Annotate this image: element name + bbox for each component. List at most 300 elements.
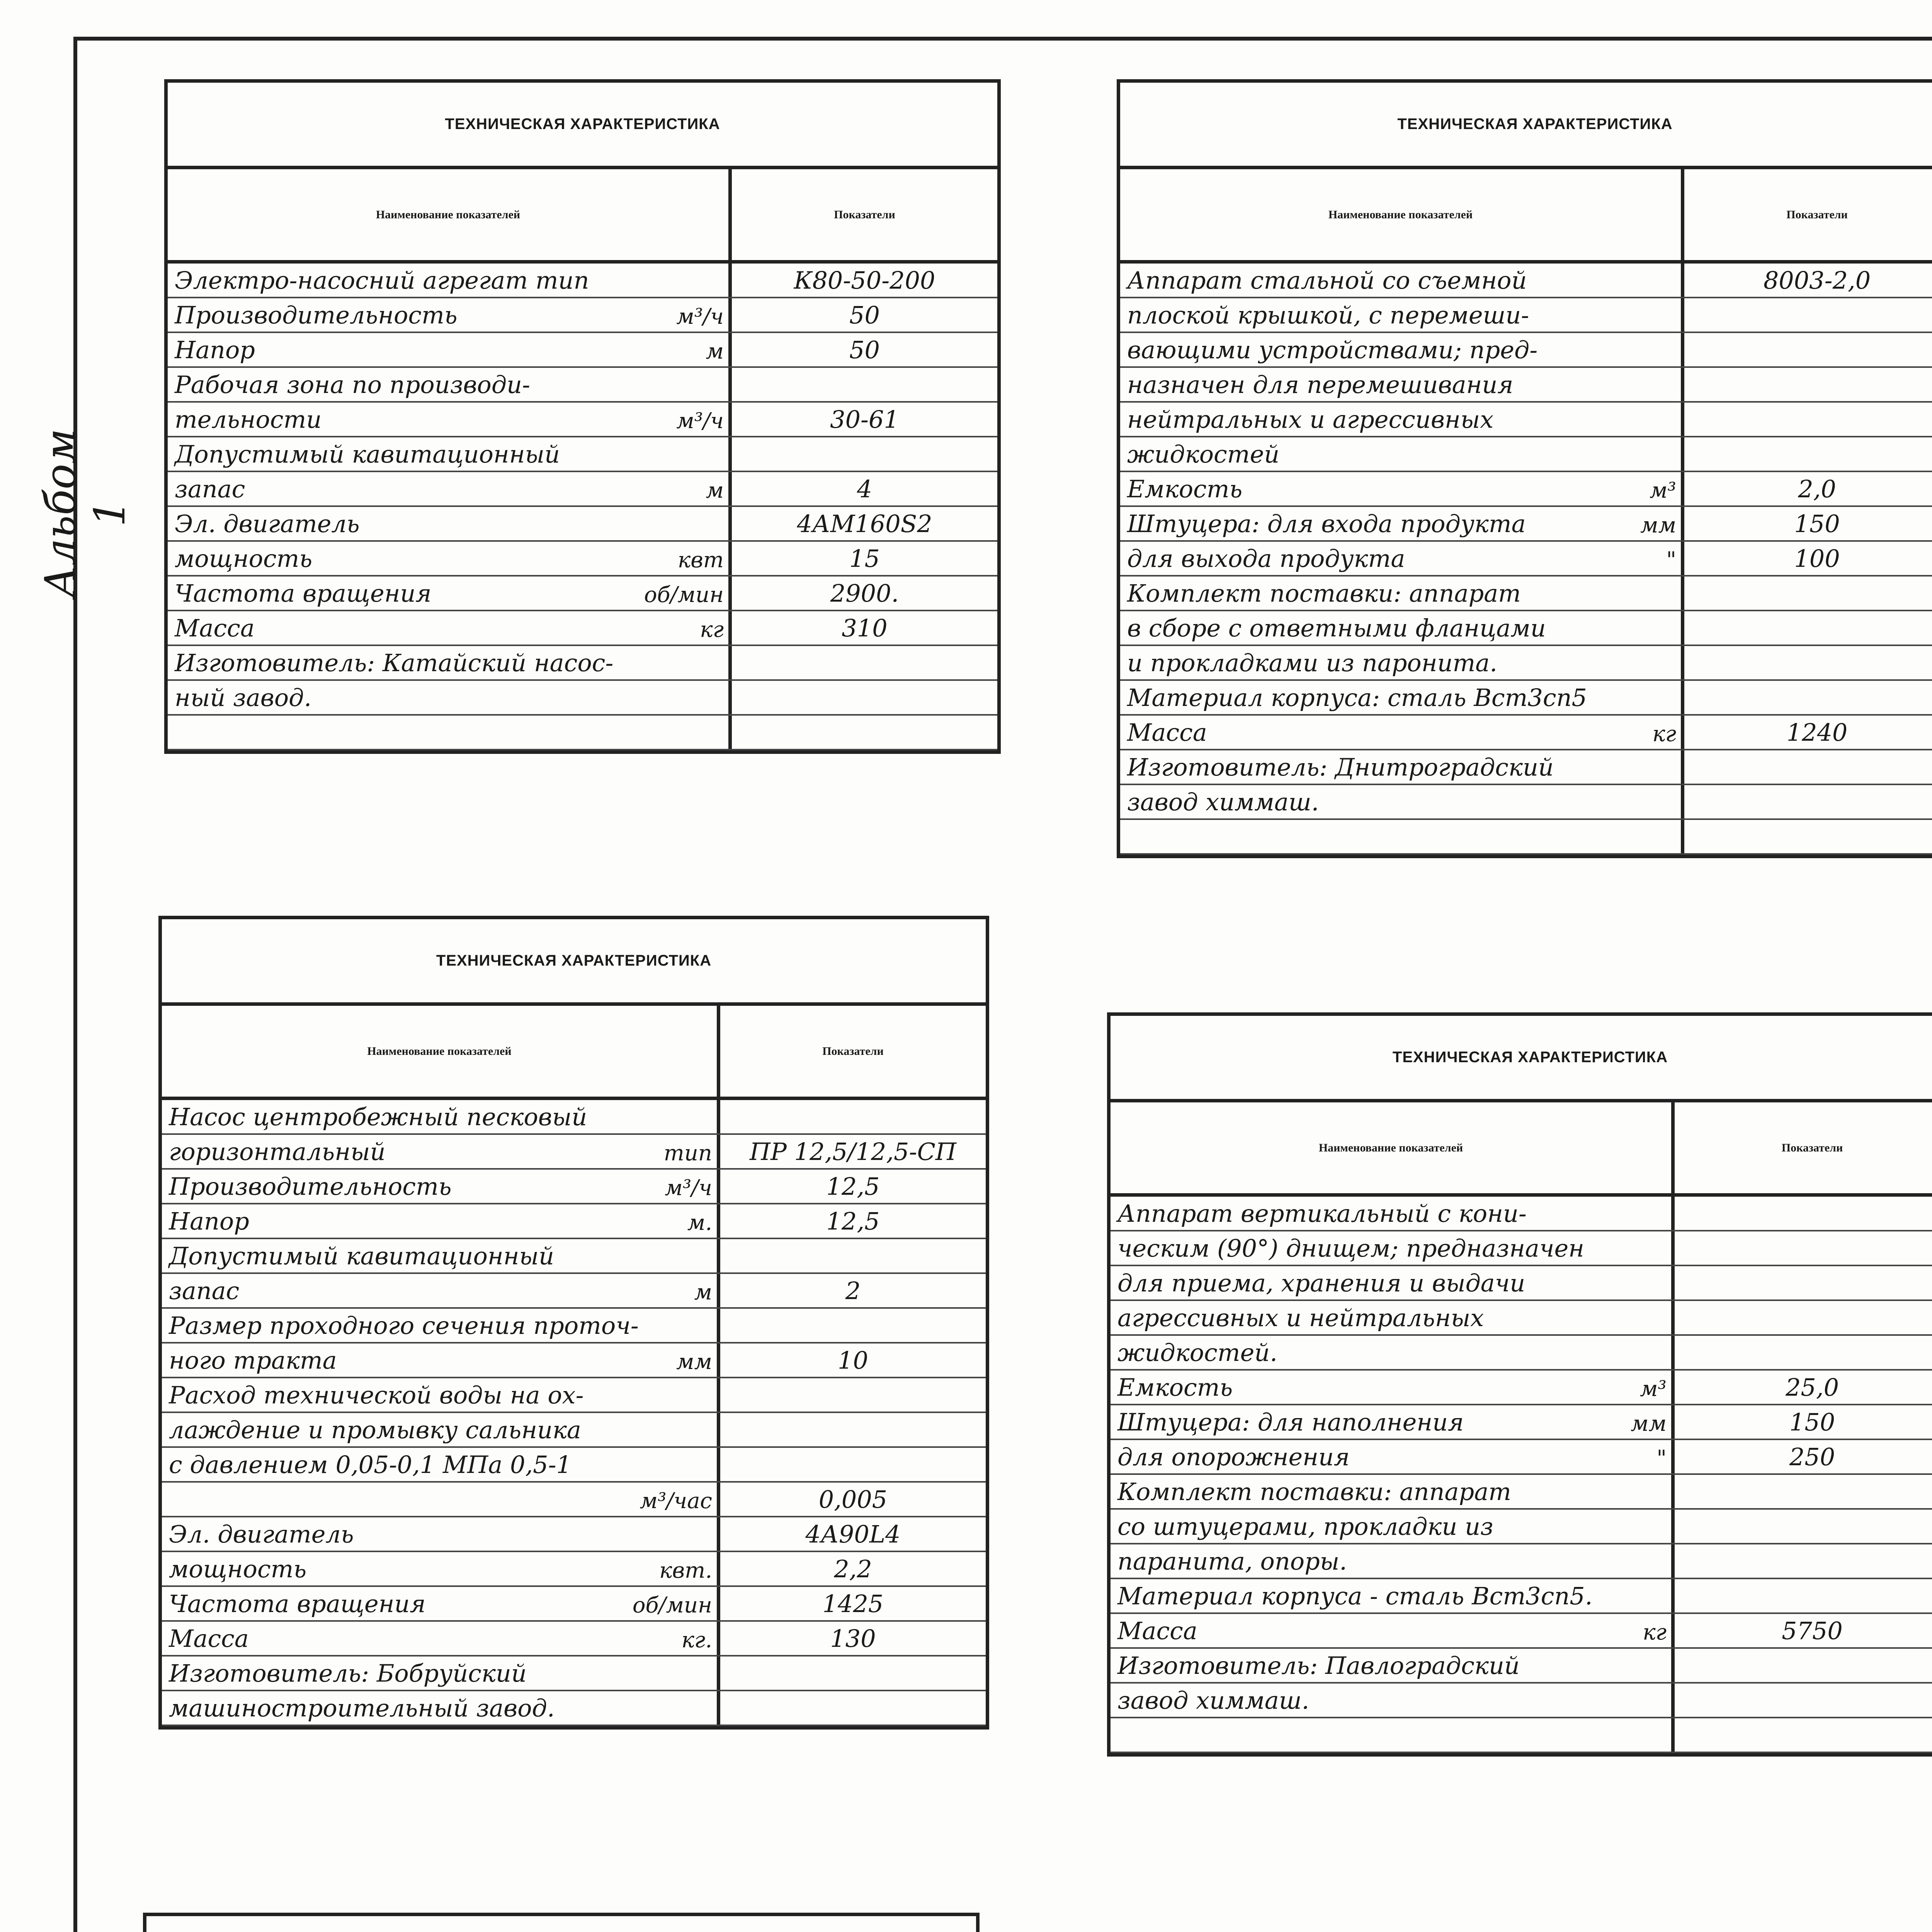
table-row <box>1120 507 1932 542</box>
row-name: машиностроительный завод. <box>169 1694 555 1722</box>
row-name-cell <box>1120 646 1684 679</box>
table-row <box>1120 368 1932 403</box>
table-row <box>168 542 997 577</box>
row-value: 12,5 <box>826 1172 880 1201</box>
row-value: 50 <box>849 336 880 364</box>
row-name-cell <box>168 264 732 297</box>
row-name-cell <box>1120 577 1684 610</box>
row-unit: м <box>706 478 724 503</box>
table-row <box>168 403 997 437</box>
table-row <box>162 1344 986 1378</box>
row-name-cell <box>1111 1336 1675 1369</box>
row-name: Аппарат вертикальный с кони- <box>1117 1199 1527 1228</box>
row-name-cell <box>1111 1544 1675 1578</box>
row-name: Эл. двигатель <box>169 1520 354 1548</box>
row-unit: м. <box>687 1210 712 1235</box>
table-row <box>168 646 997 681</box>
column-header-value: Показатели <box>1781 1141 1843 1154</box>
row-value: 0,005 <box>818 1485 888 1514</box>
row-name-cell <box>1111 1405 1675 1439</box>
row-name-cell <box>168 333 732 366</box>
row-unit: кг <box>1652 721 1676 747</box>
row-unit: кг <box>700 617 724 642</box>
row-unit: м³/ч <box>665 1175 712 1201</box>
table-row <box>1120 472 1932 507</box>
row-name: паранита, опоры. <box>1117 1547 1347 1575</box>
row-value <box>1675 1475 1932 1508</box>
row-value: 130 <box>830 1624 876 1653</box>
table-row <box>162 1274 986 1309</box>
row-name-cell <box>162 1135 720 1168</box>
row-name-cell <box>162 1239 720 1272</box>
row-unit: м <box>694 1280 712 1305</box>
table-row <box>162 1691 986 1726</box>
row-name: горизонтальный <box>169 1138 386 1166</box>
row-value <box>720 1239 986 1272</box>
row-unit: " <box>1666 548 1676 573</box>
row-unit: м³ <box>1650 478 1676 503</box>
row-value: 1240 <box>1786 718 1848 747</box>
table-row <box>162 1448 986 1483</box>
row-name-cell <box>168 681 732 714</box>
table-row <box>162 1517 986 1552</box>
row-name: со штуцерами, прокладки из <box>1117 1512 1493 1541</box>
row-name-cell <box>1111 1231 1675 1265</box>
row-unit: м³/час <box>639 1488 712 1514</box>
row-name: Частота вращения <box>169 1590 426 1618</box>
row-name-cell <box>1120 611 1684 645</box>
table-row <box>1111 1510 1932 1544</box>
row-unit: кг. <box>681 1628 712 1653</box>
row-unit: мм <box>676 1349 712 1374</box>
row-name-cell <box>162 1483 720 1516</box>
row-name: завод химмаш. <box>1117 1686 1310 1714</box>
row-unit: м³ <box>1640 1376 1667 1401</box>
row-name-cell <box>1111 1579 1675 1612</box>
table-header <box>1111 1102 1932 1197</box>
row-name-cell <box>168 437 732 471</box>
row-name: Емкость <box>1127 475 1243 503</box>
row-name-cell <box>1120 681 1684 714</box>
row-value <box>1684 298 1932 332</box>
row-value <box>1675 1579 1932 1612</box>
table-title: ТЕХНИЧЕСКАЯ ХАРАКТЕРИСТИКА <box>162 919 986 1006</box>
column-header-name: Наименование показателей <box>162 1006 720 1097</box>
row-value: 4 <box>857 475 872 503</box>
row-name: мощность <box>169 1555 307 1583</box>
row-name-cell <box>1111 1475 1675 1508</box>
row-value <box>720 1100 986 1133</box>
row-unit: мм <box>1631 1411 1667 1436</box>
row-name: Масса <box>175 614 255 642</box>
row-value <box>1684 437 1932 471</box>
table-row <box>168 577 997 611</box>
table-row <box>162 1204 986 1239</box>
row-name: Рабочая зона по производи- <box>175 371 531 399</box>
row-name-cell <box>162 1344 720 1377</box>
row-name-cell <box>1120 298 1684 332</box>
table-row <box>168 472 997 507</box>
table-row <box>1120 577 1932 611</box>
row-name: назначен для перемешивания <box>1127 371 1514 399</box>
row-name-cell <box>1120 542 1684 575</box>
row-name: Размер проходного сечения проточ- <box>169 1311 639 1340</box>
row-name: для приема, хранения и выдачи <box>1117 1269 1526 1297</box>
table-row <box>1120 437 1932 472</box>
spec-table-1 <box>164 79 1001 754</box>
row-name-cell <box>168 298 732 332</box>
row-name-cell <box>168 646 732 679</box>
row-value <box>1684 368 1932 401</box>
table-row <box>1111 1718 1932 1753</box>
table-row <box>1111 1371 1932 1405</box>
table-row <box>162 1135 986 1170</box>
table-row <box>1120 646 1932 681</box>
row-value <box>720 1691 986 1725</box>
table-row <box>1111 1614 1932 1649</box>
row-value: 100 <box>1794 544 1840 573</box>
row-name-cell <box>1111 1371 1675 1404</box>
table-row <box>1111 1301 1932 1336</box>
row-value <box>732 368 997 401</box>
row-name-cell <box>162 1309 720 1342</box>
row-name-cell <box>168 368 732 401</box>
row-unit: об/мин <box>644 582 724 607</box>
row-value: 250 <box>1789 1443 1835 1471</box>
table-row <box>1111 1231 1932 1266</box>
row-name-cell <box>1111 1301 1675 1334</box>
table-header <box>168 169 997 264</box>
row-value: 50 <box>849 301 880 329</box>
row-value <box>732 646 997 679</box>
table-row <box>168 298 997 333</box>
row-name-cell <box>1120 472 1684 505</box>
row-name-cell <box>1120 785 1684 818</box>
row-name: Штуцера: для наполнения <box>1117 1408 1464 1436</box>
table-header <box>162 1006 986 1100</box>
table-row <box>162 1587 986 1622</box>
row-name: вающими устройствами; пред- <box>1127 336 1538 364</box>
row-name-cell <box>1111 1649 1675 1682</box>
row-name: Насос центробежный песковый <box>169 1103 587 1131</box>
row-name-cell <box>1120 437 1684 471</box>
row-name: ного тракта <box>169 1346 337 1374</box>
row-unit: м <box>706 339 724 364</box>
row-name: плоской крышкой, с перемеши- <box>1127 301 1529 329</box>
table-row <box>168 437 997 472</box>
row-value <box>720 1309 986 1342</box>
row-value <box>1684 577 1932 610</box>
table-row <box>1120 716 1932 750</box>
row-name: Масса <box>169 1624 249 1653</box>
row-name-cell <box>168 472 732 505</box>
table-row <box>1120 611 1932 646</box>
row-name-cell <box>162 1170 720 1203</box>
row-value <box>1684 785 1932 818</box>
table-row <box>162 1622 986 1656</box>
row-value: 12,5 <box>826 1207 880 1235</box>
row-name: для опорожнения <box>1117 1443 1350 1471</box>
row-value <box>1675 1266 1932 1299</box>
row-value <box>1684 750 1932 784</box>
row-name-cell <box>168 611 732 645</box>
row-name: Изготовитель: Днитроградский <box>1127 753 1554 781</box>
row-value <box>1675 1301 1932 1334</box>
row-name: и прокладками из паронита. <box>1127 649 1497 677</box>
row-value: 25,0 <box>1785 1373 1839 1401</box>
row-name: Комплект поставки: аппарат <box>1117 1478 1511 1506</box>
row-name-cell <box>162 1413 720 1446</box>
row-value <box>1684 646 1932 679</box>
row-value <box>732 716 997 749</box>
row-name: мощность <box>175 544 313 573</box>
row-name-cell <box>162 1552 720 1585</box>
column-header-value: Показатели <box>822 1044 884 1058</box>
row-value <box>1684 403 1932 436</box>
table-row <box>1111 1579 1932 1614</box>
table-row <box>168 507 997 542</box>
row-name: Частота вращения <box>175 579 432 607</box>
row-value: 10 <box>838 1346 868 1374</box>
table-row <box>1120 820 1932 855</box>
row-name: Допустимый кавитационный <box>169 1242 554 1270</box>
row-name-cell <box>168 542 732 575</box>
row-unit: мм <box>1640 513 1676 538</box>
table-row <box>168 333 997 368</box>
table-row <box>1111 1544 1932 1579</box>
row-value: 15 <box>849 544 880 573</box>
row-name: Аппарат стальной со съемной <box>1127 266 1527 294</box>
row-value <box>1675 1718 1932 1752</box>
row-name-cell <box>1120 820 1684 853</box>
row-name: ческим (90°) днищем; предназначен <box>1117 1234 1584 1262</box>
row-value <box>732 681 997 714</box>
row-unit: кг <box>1643 1620 1667 1645</box>
row-value <box>1675 1336 1932 1369</box>
row-name-cell <box>1120 716 1684 749</box>
row-name: Изготовитель: Бобруйский <box>169 1659 527 1687</box>
table-row <box>162 1483 986 1517</box>
row-value <box>732 437 997 471</box>
row-value: 310 <box>842 614 888 642</box>
table-title: ТЕХНИЧЕСКАЯ ХАРАКТЕРИСТИКА <box>1111 1016 1932 1102</box>
column-header-name: Наименование показателей <box>1111 1102 1675 1193</box>
row-unit: тип <box>663 1141 712 1166</box>
table-row <box>1111 1440 1932 1475</box>
row-value: 150 <box>1789 1408 1835 1436</box>
row-value: 4АМ160S2 <box>797 510 932 538</box>
table-row <box>1111 1475 1932 1510</box>
row-name-cell <box>1111 1718 1675 1752</box>
spec-table-4 <box>1107 1012 1932 1757</box>
row-value: 2900. <box>830 579 899 607</box>
row-name-cell <box>162 1587 720 1620</box>
table-row <box>1120 264 1932 298</box>
row-name: для выхода продукта <box>1127 544 1405 573</box>
row-value: 5750 <box>1782 1617 1843 1645</box>
row-name: Масса <box>1127 718 1207 747</box>
row-name-cell <box>168 507 732 540</box>
row-name: лаждение и промывку сальника <box>169 1416 582 1444</box>
row-value: 2,2 <box>834 1555 872 1583</box>
row-name: жидкостей <box>1127 440 1280 468</box>
row-name: Штуцера: для входа продукта <box>1127 510 1526 538</box>
row-name: Производительность <box>169 1172 452 1201</box>
table-row <box>162 1239 986 1274</box>
row-value: 150 <box>1794 510 1840 538</box>
row-name-cell <box>1120 403 1684 436</box>
row-name: с давлением 0,05-0,1 МПа 0,5-1 <box>169 1451 572 1479</box>
row-name-cell <box>1120 507 1684 540</box>
column-header-name: Наименование показателей <box>1120 169 1684 260</box>
table-row <box>1120 333 1932 368</box>
row-value: 8003-2,0 <box>1763 266 1871 294</box>
row-name-cell <box>1120 750 1684 784</box>
row-name: Изготовитель: Павлоградский <box>1117 1651 1520 1680</box>
row-name: завод химмаш. <box>1127 788 1319 816</box>
row-name-cell <box>168 577 732 610</box>
row-name: Емкость <box>1117 1373 1233 1401</box>
row-value <box>1684 611 1932 645</box>
album-label: Альбом 1 <box>36 429 134 598</box>
table-row <box>162 1309 986 1344</box>
table-title: ТЕХНИЧЕСКАЯ ХАРАКТЕРИСТИКА <box>168 83 997 169</box>
row-value <box>720 1448 986 1481</box>
table-row <box>168 368 997 403</box>
row-name-cell <box>162 1204 720 1238</box>
row-name-cell <box>168 403 732 436</box>
table-row <box>1120 681 1932 716</box>
row-name: Напор <box>175 336 255 364</box>
row-name: запас <box>169 1277 240 1305</box>
row-name: ный завод. <box>175 684 312 712</box>
row-name: Комплект поставки: аппарат <box>1127 579 1521 607</box>
row-value <box>1675 1510 1932 1543</box>
table-row <box>1111 1266 1932 1301</box>
row-name: Производительность <box>175 301 457 329</box>
row-name-cell <box>162 1622 720 1655</box>
row-value <box>1675 1197 1932 1230</box>
table-row <box>1120 298 1932 333</box>
row-value: 2,0 <box>1798 475 1836 503</box>
row-name: жидкостей. <box>1117 1338 1277 1367</box>
row-unit: м³/ч <box>676 408 724 434</box>
row-value <box>1684 333 1932 366</box>
column-header-value: Показатели <box>1786 208 1848 221</box>
row-name: Масса <box>1117 1617 1197 1645</box>
row-name-cell <box>162 1691 720 1725</box>
row-name-cell <box>1111 1266 1675 1299</box>
row-name: Допустимый кавитационный <box>175 440 560 468</box>
table-row <box>162 1378 986 1413</box>
table-row <box>1111 1336 1932 1371</box>
row-name: Расход технической воды на ох- <box>169 1381 584 1409</box>
row-value <box>1684 681 1932 714</box>
column-header-value: Показатели <box>834 208 895 221</box>
row-name-cell <box>162 1378 720 1412</box>
table-row <box>162 1413 986 1448</box>
table-row <box>162 1170 986 1204</box>
row-name: агрессивных и нейтральных <box>1117 1304 1484 1332</box>
table-row <box>1120 542 1932 577</box>
row-name: Материал корпуса - сталь Вст3сп5. <box>1117 1582 1593 1610</box>
table-row <box>162 1100 986 1135</box>
table-row <box>162 1552 986 1587</box>
table-row <box>1120 403 1932 437</box>
row-name: нейтральных и агрессивных <box>1127 405 1494 434</box>
row-name: в сборе с ответными фланцами <box>1127 614 1546 642</box>
row-value <box>1675 1649 1932 1682</box>
row-value: 1425 <box>822 1590 884 1618</box>
spec-table-2 <box>1117 79 1932 858</box>
row-value <box>1675 1684 1932 1717</box>
row-name-cell <box>168 716 732 749</box>
table-row <box>168 264 997 298</box>
row-value <box>720 1378 986 1412</box>
row-name-cell <box>1111 1614 1675 1647</box>
row-name-cell <box>162 1100 720 1133</box>
table-row <box>168 611 997 646</box>
row-name-cell <box>162 1656 720 1690</box>
row-value <box>720 1656 986 1690</box>
row-name-cell <box>1111 1510 1675 1543</box>
table-header <box>1120 169 1932 264</box>
row-value <box>1684 820 1932 853</box>
spec-table-3 <box>158 916 989 1730</box>
table-row <box>162 1656 986 1691</box>
table-row <box>1111 1405 1932 1440</box>
row-value <box>720 1413 986 1446</box>
table-row <box>1111 1684 1932 1718</box>
row-name-cell <box>162 1448 720 1481</box>
row-name-cell <box>1120 264 1684 297</box>
row-name-cell <box>1111 1440 1675 1473</box>
row-unit: квт. <box>659 1558 712 1583</box>
row-unit: " <box>1656 1446 1667 1471</box>
row-name: Изготовитель: Катайский насос- <box>175 649 614 677</box>
row-name-cell <box>1111 1197 1675 1230</box>
row-name: Электро-насосний агрегат тип <box>175 266 589 294</box>
row-value <box>1675 1544 1932 1578</box>
row-name-cell <box>162 1517 720 1551</box>
row-name-cell <box>1111 1684 1675 1717</box>
row-name: Напор <box>169 1207 249 1235</box>
row-value: 30-61 <box>830 405 899 434</box>
row-name-cell <box>1120 333 1684 366</box>
row-value: 4А90L4 <box>805 1520 901 1548</box>
table-row <box>1120 785 1932 820</box>
row-name: Материал корпуса: сталь Вст3сп5 <box>1127 684 1587 712</box>
row-unit: об/мин <box>632 1593 712 1618</box>
row-name: запас <box>175 475 245 503</box>
table-row <box>168 681 997 716</box>
row-unit: квт <box>677 548 724 573</box>
row-value <box>1675 1231 1932 1265</box>
row-name: Эл. двигатель <box>175 510 360 538</box>
table-row <box>168 716 997 750</box>
row-name-cell <box>1120 368 1684 401</box>
row-name-cell <box>162 1274 720 1307</box>
table-title <box>146 1916 976 1932</box>
row-value: К80-50-200 <box>794 266 935 294</box>
row-unit: м³/ч <box>676 304 724 329</box>
table-row <box>1111 1649 1932 1684</box>
table-row <box>1120 750 1932 785</box>
row-value: 2 <box>845 1277 861 1305</box>
row-name: тельности <box>175 405 322 434</box>
column-header-name: Наименование показателей <box>168 169 732 260</box>
table-title: ТЕХНИЧЕСКАЯ ХАРАКТЕРИСТИКА <box>1120 83 1932 169</box>
